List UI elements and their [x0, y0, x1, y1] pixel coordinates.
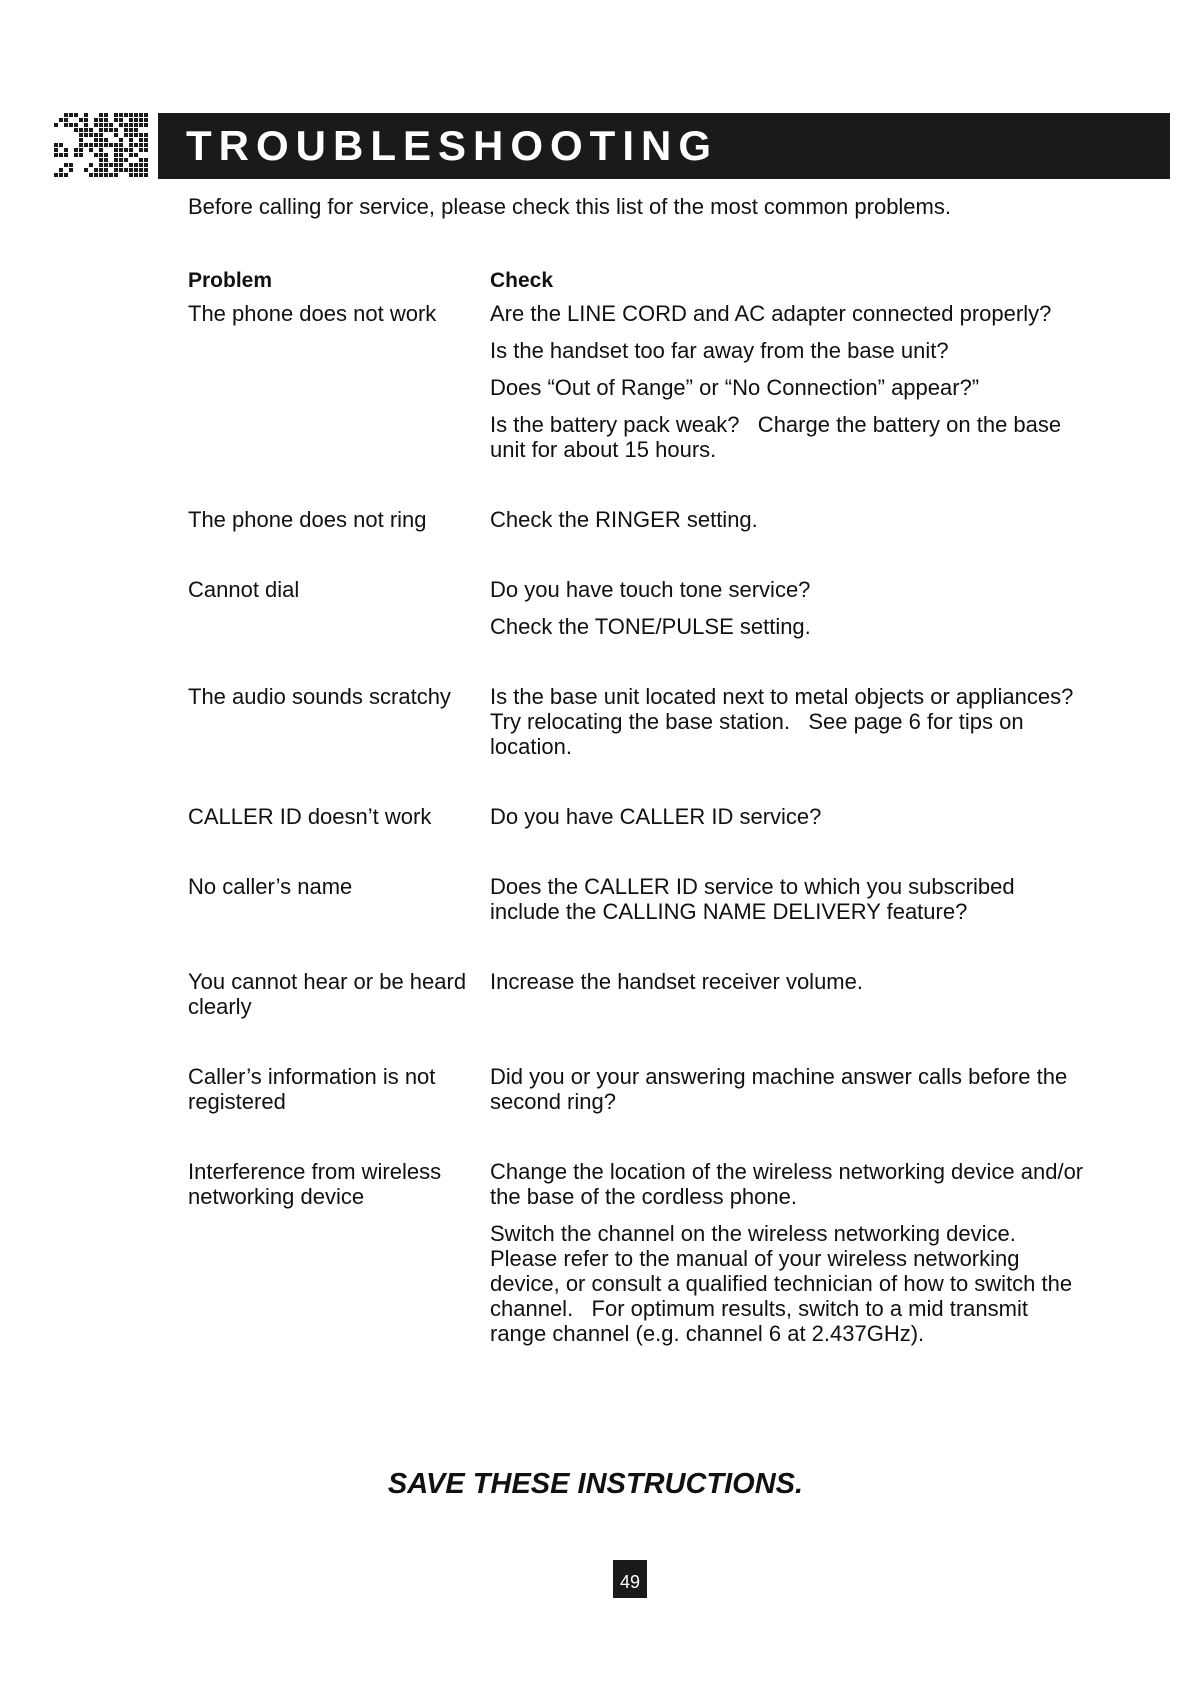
- problem-text: The phone does not ring: [188, 507, 427, 532]
- problem-text: Caller’s information is not registered: [188, 1064, 436, 1114]
- check-item: Is the base unit located next to metal objects or appliances? Try relocating the base station. See page 6 for tips on location.: [490, 684, 1074, 759]
- check-item: Is the battery pack weak? Charge the battery on the base unit for about 15 hours.: [490, 412, 1062, 462]
- table-row: [188, 874, 1088, 924]
- check-item: Increase the handset receiver volume.: [490, 969, 863, 994]
- check-list: [490, 1064, 1088, 1114]
- table-row: [188, 1159, 1088, 1346]
- check-item: Do you have CALLER ID service?: [490, 804, 822, 829]
- check-item: Check the TONE/PULSE setting.: [490, 614, 811, 639]
- check-item: Are the LINE CORD and AC adapter connected properly?: [490, 301, 1052, 326]
- table-row: [188, 577, 1088, 639]
- check-list: [490, 577, 1088, 639]
- table-row: [188, 684, 1088, 759]
- problem-text: Interference from wireless networking device: [188, 1159, 442, 1209]
- check-item: Does “Out of Range” or “No Connection” appear?”: [490, 375, 980, 400]
- problem-text: CALLER ID doesn’t work: [188, 804, 432, 829]
- problem-text: The phone does not work: [188, 301, 437, 326]
- check-list: [490, 301, 1088, 462]
- table-row: [188, 804, 1088, 829]
- table-header-row: [188, 263, 1088, 299]
- table-row: [188, 301, 1088, 462]
- column-header-check: Check: [490, 269, 554, 292]
- check-item: Is the handset too far away from the base unit?: [490, 338, 949, 363]
- problem-text: Cannot dial: [188, 577, 300, 602]
- check-item: Check the RINGER setting.: [490, 507, 758, 532]
- check-list: [490, 684, 1088, 759]
- check-list: [490, 874, 1088, 924]
- column-header-problem: Problem: [188, 269, 273, 292]
- check-item: Do you have touch tone service?: [490, 577, 811, 602]
- header-bar: [158, 113, 1170, 179]
- check-list: [490, 969, 1088, 1019]
- table-row: [188, 969, 1088, 1019]
- problem-text: No caller’s name: [188, 874, 353, 899]
- check-list: [490, 804, 1088, 829]
- troubleshooting-table: [188, 263, 1088, 1391]
- check-item: Change the location of the wireless networking device and/or the base of the cordless phone.: [490, 1159, 1084, 1209]
- check-list: [490, 507, 1088, 532]
- check-item: Does the CALLER ID service to which you subscribed include the CALLING NAME DELIVERY feature?: [490, 874, 1015, 924]
- save-instructions-note: SAVE THESE INSTRUCTIONS.: [387, 1468, 804, 1500]
- page-title: TROUBLESHOOTING: [186, 122, 718, 169]
- header-decoration-pattern: [54, 113, 148, 179]
- check-list: [490, 1159, 1088, 1346]
- check-item: Did you or your answering machine answer calls before the second ring?: [490, 1064, 1068, 1114]
- table-row: [188, 1064, 1088, 1114]
- check-item: Switch the channel on the wireless networking device. Please refer to the manual of your wireless networking device, or consult a qualified technician of how to switch the channel. For optimum results, switch to a mid transmit range channel (e.g. channel 6 at 2.437GHz).: [490, 1221, 1073, 1346]
- table-row: [188, 507, 1088, 532]
- problem-text: The audio sounds scratchy: [188, 684, 451, 709]
- problem-text: You cannot hear or be heard clearly: [188, 969, 467, 1019]
- page-number: 49: [613, 1560, 647, 1598]
- intro-text: Before calling for service, please check this list of the most common problems.: [188, 194, 951, 219]
